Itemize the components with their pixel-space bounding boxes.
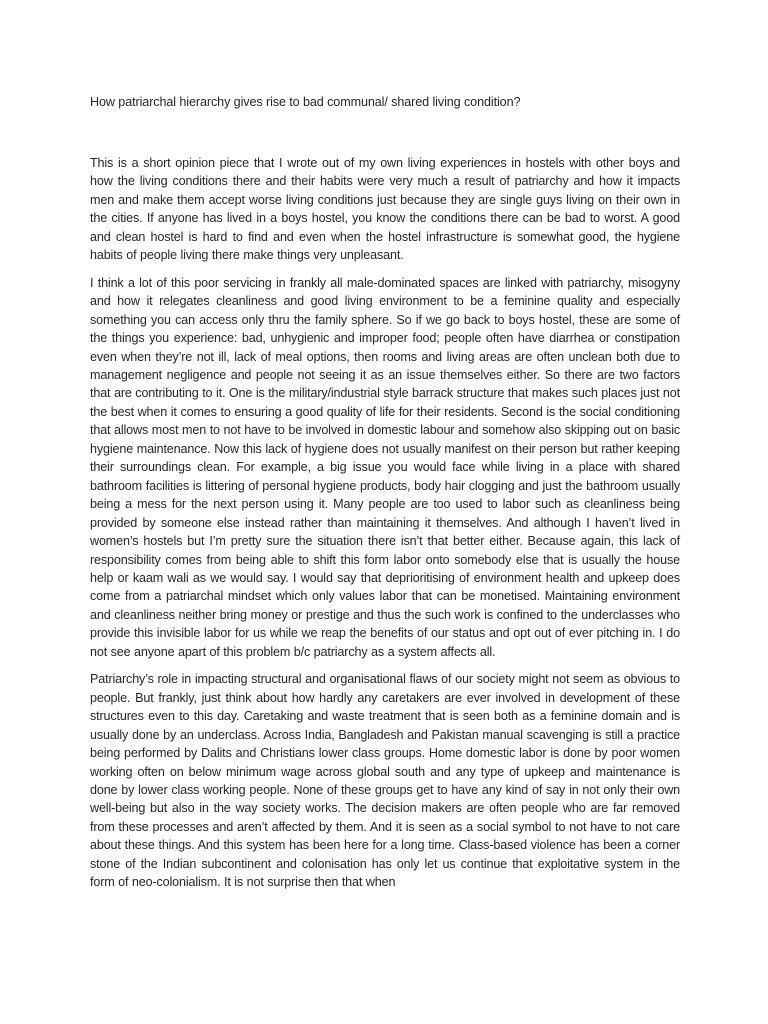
paragraph-1: This is a short opinion piece that I wrote out of my own living experiences in hostels with other boys and how the living conditions there and their habits were very much a result of patriarchy and how it impacts men and make them accept worse living conditions just because they are single guys living on their own in the cities. If anyone has lived in a boys hostel, you know the conditions there can be bad to worst. A good and clean hostel is hard to find and even when the hostel infrastructure is somewhat good, the hygiene habits of people living there make things very unpleasant. bbox=[90, 156, 680, 263]
paragraph-2: I think a lot of this poor servicing in frankly all male-dominated spaces are linked with patriarchy, misogyny and how it relegates cleanliness and good living environment to be a feminine quality and especially something you can access only thru the family sphere. So if we go back to boys hostel, these are some of the things you experience: bad, unhygienic and improper food; people often have diarrhea or constipation even when they’re not ill, lack of meal options, then rooms and living areas are often unclean both due to management negligence and people not seeing it as an issue themselves either. So there are two factors that are contributing to it. One is the military/industrial style barrack structure that makes such places just not the best when it comes to ensuring a good quality of life for their residents. Second is the social conditioning that allows most men to not have to be involved in domestic labour and somehow also skipping out on basic hygiene maintenance. Now this lack of hygiene does not usually manifest on their person but rather keeping their surroundings clean. For example, a big issue you would face while living in a place with shared bathroom facilities is littering of personal hygiene products, body hair clogging and just the bathroom usually being a mess for the next person using it. Many people are too used to labor such as cleanliness being provided by someone else instead rather than maintaining it themselves. And although I haven’t lived in women’s hostels but I’m pretty sure the situation there isn’t that better either. Because again, this lack of responsibility comes from being able to shift this form labor onto somebody else that is usually the house help or kaam wali as we would say. I would say that deprioritising of environment health and upkeep does come from a patriarchal mindset which only values labor that can be monetised. Maintaining environment and cleanliness neither bring money or prestige and thus the such work is confined to the underclasses who provide this invisible labor for us while we reap the benefits of our status and opt out of ever pitching in. I do not see anyone apart of this problem b/c patriarchy as a system affects all. bbox=[90, 275, 680, 659]
document-title: How patriarchal hierarchy gives rise to bad communal/ shared living condition? bbox=[90, 95, 521, 109]
paragraph-3: Patriarchy’s role in impacting structural and organisational flaws of our society might not seem as obvious to people. But frankly, just think about how hardly any caretakers are ever involved in development of these structures even to this day. Caretaking and waste treatment that is seen both as a feminine domain and is usually done by an underclass. Across India, Bangladesh and Pakistan manual scavenging is still a practice being performed by Dalits and Christians lower class groups. Home domestic labor is done by poor women working often on below minimum wage across global south and any type of upkeep and maintenance is done by lower class working people. None of these groups get to have any kind of say in not only their own well-being but also in the way society works. The decision makers are often people who are far removed from these processes and aren’t affected by them. And it is seen as a social symbol to not have to not care about these things. And this system has been here for a long time. Class-based violence has been a corner stone of the Indian subcontinent and colonisation has only let us continue that exploitative system in the form of neo-colonialism. It is not surprise then that when bbox=[90, 672, 680, 890]
